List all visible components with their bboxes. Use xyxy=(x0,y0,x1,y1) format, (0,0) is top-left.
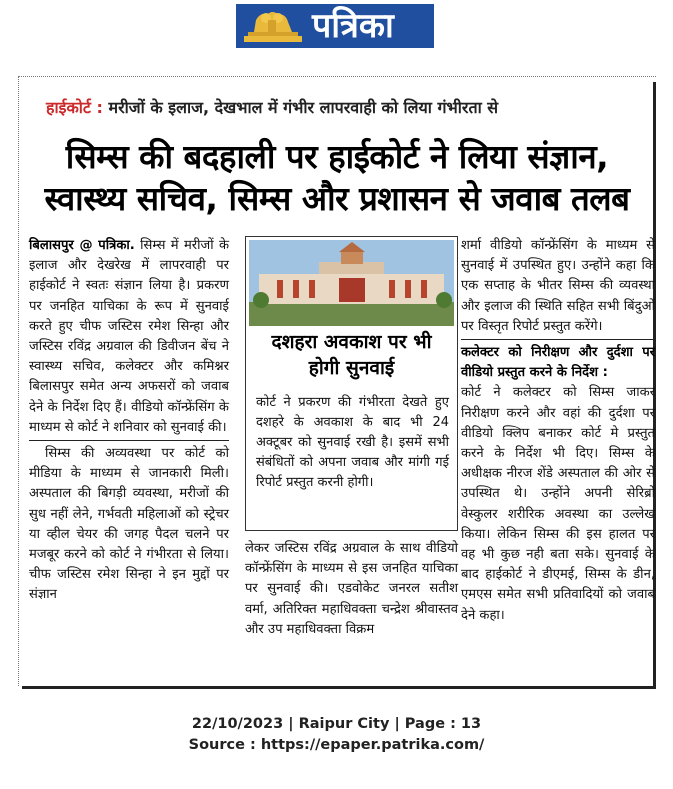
paragraph-4: शर्मा वीडियो कॉन्फ्रेंसिंग के माध्यम से सुनवाई में उपस्थित हुए। उन्होंने कहा कि एक सप्ताह के भीतर सिम्स की व्यवस्था और इलाज की स्थिति सहित सभी बिंदुओं पर विस्तृत रिपोर्ट प्रस्तुत करेंगे। xyxy=(461,238,655,334)
headline-line-2: स्वास्थ्य सचिव, सिम्स और प्रशासन से जवाब तलब xyxy=(44,179,630,218)
paragraph-2: सिम्स की अव्यवस्था पर कोर्ट को मीडिया के माध्यम से जानकारी मिली। अस्पताल की बिगड़ी व्यवस्था, मरीजों की सुध नहीं लेने, गर्भवती महिलाओं को स्ट्रेचर या व्हील चेयर की जगह पैदल चलने पर मजबूर करने को कोर्ट ने गंभीरता से लिया। चीफ जस्टिस रमेश सिन्हा ने इन मुद्दों पर संज्ञान xyxy=(29,446,229,603)
subheading: कलेक्टर को निरीक्षण और दुर्दशा पर वीडियो प्रस्तुत करने के निर्देश : xyxy=(461,345,655,381)
footer-date-line: 22/10/2023 | Raipur City | Page : 13 xyxy=(191,716,482,732)
divider xyxy=(29,440,229,441)
sidebar-box xyxy=(245,236,458,531)
headline xyxy=(26,136,648,220)
article-column-3 xyxy=(461,236,655,626)
footer xyxy=(0,714,673,756)
box-body: कोर्ट ने प्रकरण की गंभीरता देखते हुए दशहरे के अवकाश के बाद भी 24 अक्टूबर को सुनवाई रखी है। इसमें सभी संबंधितों को अपना जवाब और मांगी गई रिपोर्ट प्रस्तुत करनी होगी। xyxy=(256,395,449,490)
kicker-text: मरीजों के इलाज, देखभाल में गंभीर लापरवाही को लिया गंभीरता से xyxy=(108,98,499,117)
paragraph-5 xyxy=(461,343,655,626)
masthead-logo xyxy=(236,4,434,48)
box-title-text: दशहरा अवकाश पर भी होगी सुनवाई xyxy=(271,331,432,379)
frame-top-border xyxy=(18,76,656,77)
article-column-2: लेकर जस्टिस रविंद्र अग्रवाल के साथ वीडियो कॉन्फ्रेंसिंग के माध्यम से इस जनहित याचिका पर सुनवाई की। एडवोकेट जनरल सतीश वर्मा, अतिरिक्त महाधिवक्ता चन्द्रेश श्रीवास्तव और उप महाधिवक्ता विक्रम xyxy=(245,541,458,637)
paragraph-5-text: कोर्ट ने कलेक्टर को सिम्स जाकर निरीक्षण करने और वहां की दुर्दशा पर वीडियो क्लिप बनाकर कोर्ट मे प्रस्तुत करने के निर्देश भी दिए। सिम्स के अधीक्षक नीरज शेंडे अस्पताल की ओर से उपस्थित थे। उन्होंने अपनी सेरिब्रो वेस्कुलर शरीरिक अवस्था का उल्लेख किया। लेकिन सिम्स की इस हालत पर वह भी कुछ नही बता सके। सुनवाई के बाद हाईकोर्ट ने डीएमई, सिम्स के डीन, एमएस समेत सभी प्रतिवादियों को जवाब देने कहा। xyxy=(461,385,655,623)
frame-bottom-shadow xyxy=(22,686,656,689)
box-title xyxy=(246,329,457,389)
lion-emblem-icon xyxy=(242,6,304,46)
frame-left-border xyxy=(18,76,19,686)
kicker xyxy=(46,96,498,118)
high-court-photo xyxy=(249,240,454,326)
paragraph-1-text: सिम्स में मरीजों के इलाज और देखरेख में लापरवाही पर हाईकोर्ट ने स्वतः संज्ञान लिया है। प्रकरण पर जनहित याचिका के रूप में सुनवाई करते हुए चीफ जस्टिस रमेश सिन्हा और जस्टिस रविंद्र अग्रवाल की डिवीजन बेंच ने स्वास्थ्य सचिव, कलेक्टर और कमिश्नर बिलासपुर समेत अन्य अफसरों को जवाब देने के निर्देश दिए हैं। वीडियो कॉन्फ्रेंसिंग के माध्यम से कोर्ट ने शनिवार को सुनवाई की। xyxy=(29,238,229,435)
paragraph-1 xyxy=(29,236,229,438)
divider xyxy=(461,339,655,340)
dateline: बिलासपुर @ पत्रिका. xyxy=(29,238,135,253)
headline-line-1: सिम्स की बदहाली पर हाईकोर्ट ने लिया संज्ञान, xyxy=(65,137,609,176)
footer-source-line: Source : https://epaper.patrika.com/ xyxy=(188,737,485,753)
article-column-1 xyxy=(29,236,229,606)
kicker-label: हाईकोर्ट : xyxy=(46,98,103,117)
brand-name: पत्रिका xyxy=(312,6,394,46)
